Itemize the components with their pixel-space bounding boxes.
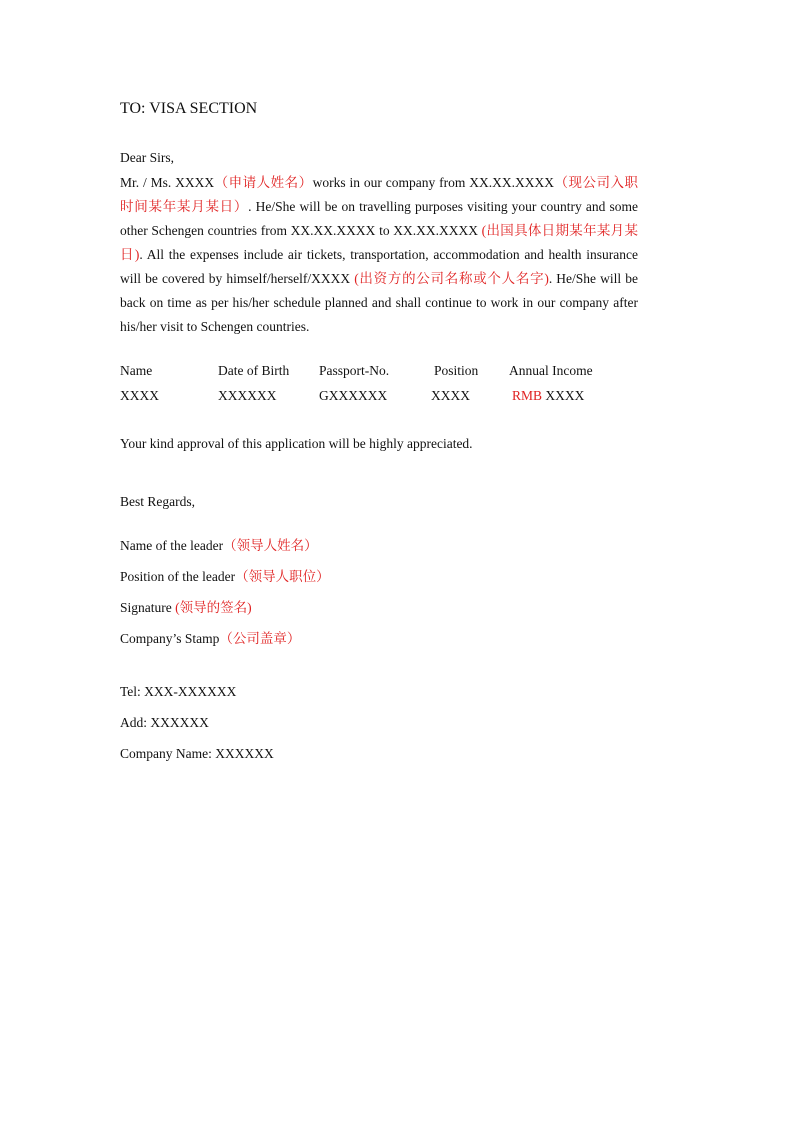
income-currency: RMB — [512, 388, 543, 403]
contact-tel: Tel: XXX-XXXXXX — [120, 684, 237, 699]
header-position: Position — [434, 363, 479, 378]
leader-name-label: Name of the leader — [120, 538, 224, 553]
contact-address: Add: XXXXXX — [120, 715, 209, 730]
header-date-of-birth: Date of Birth — [218, 363, 290, 378]
header-passport-no: Passport-No. — [319, 363, 390, 378]
employment-text: works in our company from XX.XX.XXXX — [312, 175, 555, 190]
applicant-text: Mr. / Ms. XXXX — [120, 175, 215, 190]
leader-position-line — [120, 568, 330, 586]
cell-annual-income — [512, 387, 584, 405]
contact-company-name: Company Name: XXXXXX — [120, 746, 274, 761]
signature-label: Signature — [120, 600, 176, 615]
cell-name: XXXX — [120, 388, 159, 403]
cell-date-of-birth: XXXXXX — [218, 388, 277, 403]
signature-note: (领导的签名) — [175, 600, 252, 615]
closing: Best Regards, — [120, 494, 195, 509]
company-stamp-line — [120, 630, 300, 648]
company-stamp-note: （公司盖章） — [219, 631, 301, 646]
applicant-name-note: （申请人姓名） — [214, 175, 313, 190]
expenses-text: . All the expenses include air tickets, transportation, accommodation and health insurance will be covered by himself/herself/XXXX — [120, 247, 639, 286]
travel-date-note: (出国具体日期某年某月某日) — [120, 223, 638, 262]
leader-position-label: Position of the leader — [120, 569, 236, 584]
letter-heading: TO: VISA SECTION — [120, 100, 258, 117]
company-stamp-label: Company’s Stamp — [120, 631, 220, 646]
employment-date-note: （现公司入职时间某年某月某日） — [120, 175, 639, 214]
table-header-row — [120, 362, 640, 380]
leader-position-note: （领导人职位） — [235, 569, 330, 584]
cell-position: XXXX — [431, 388, 470, 403]
salutation: Dear Sirs, — [120, 150, 174, 165]
sponsor-note: (出资方的公司名称或个人名字) — [354, 271, 549, 286]
body-paragraph — [120, 171, 638, 339]
header-name: Name — [120, 363, 153, 378]
leader-name-line — [120, 537, 318, 555]
approval-sentence: Your kind approval of this application will be highly appreciated. — [120, 436, 473, 451]
income-value: XXXX — [542, 388, 585, 403]
leader-name-note: （领导人姓名） — [223, 538, 318, 553]
return-text: . He/She will be back on time as per his/her schedule planned and shall continue to work in our company after his/her visit to Schengen countries. — [120, 271, 638, 334]
table-row — [120, 387, 640, 405]
header-annual-income: Annual Income — [509, 363, 593, 378]
cell-passport-no: GXXXXXX — [319, 388, 388, 403]
travel-text: . He/She will be on travelling purposes visiting your country and some other Schengen countries from XX.XX.XXXX to XX.XX.XXXX — [120, 199, 639, 238]
signature-line — [120, 599, 252, 617]
